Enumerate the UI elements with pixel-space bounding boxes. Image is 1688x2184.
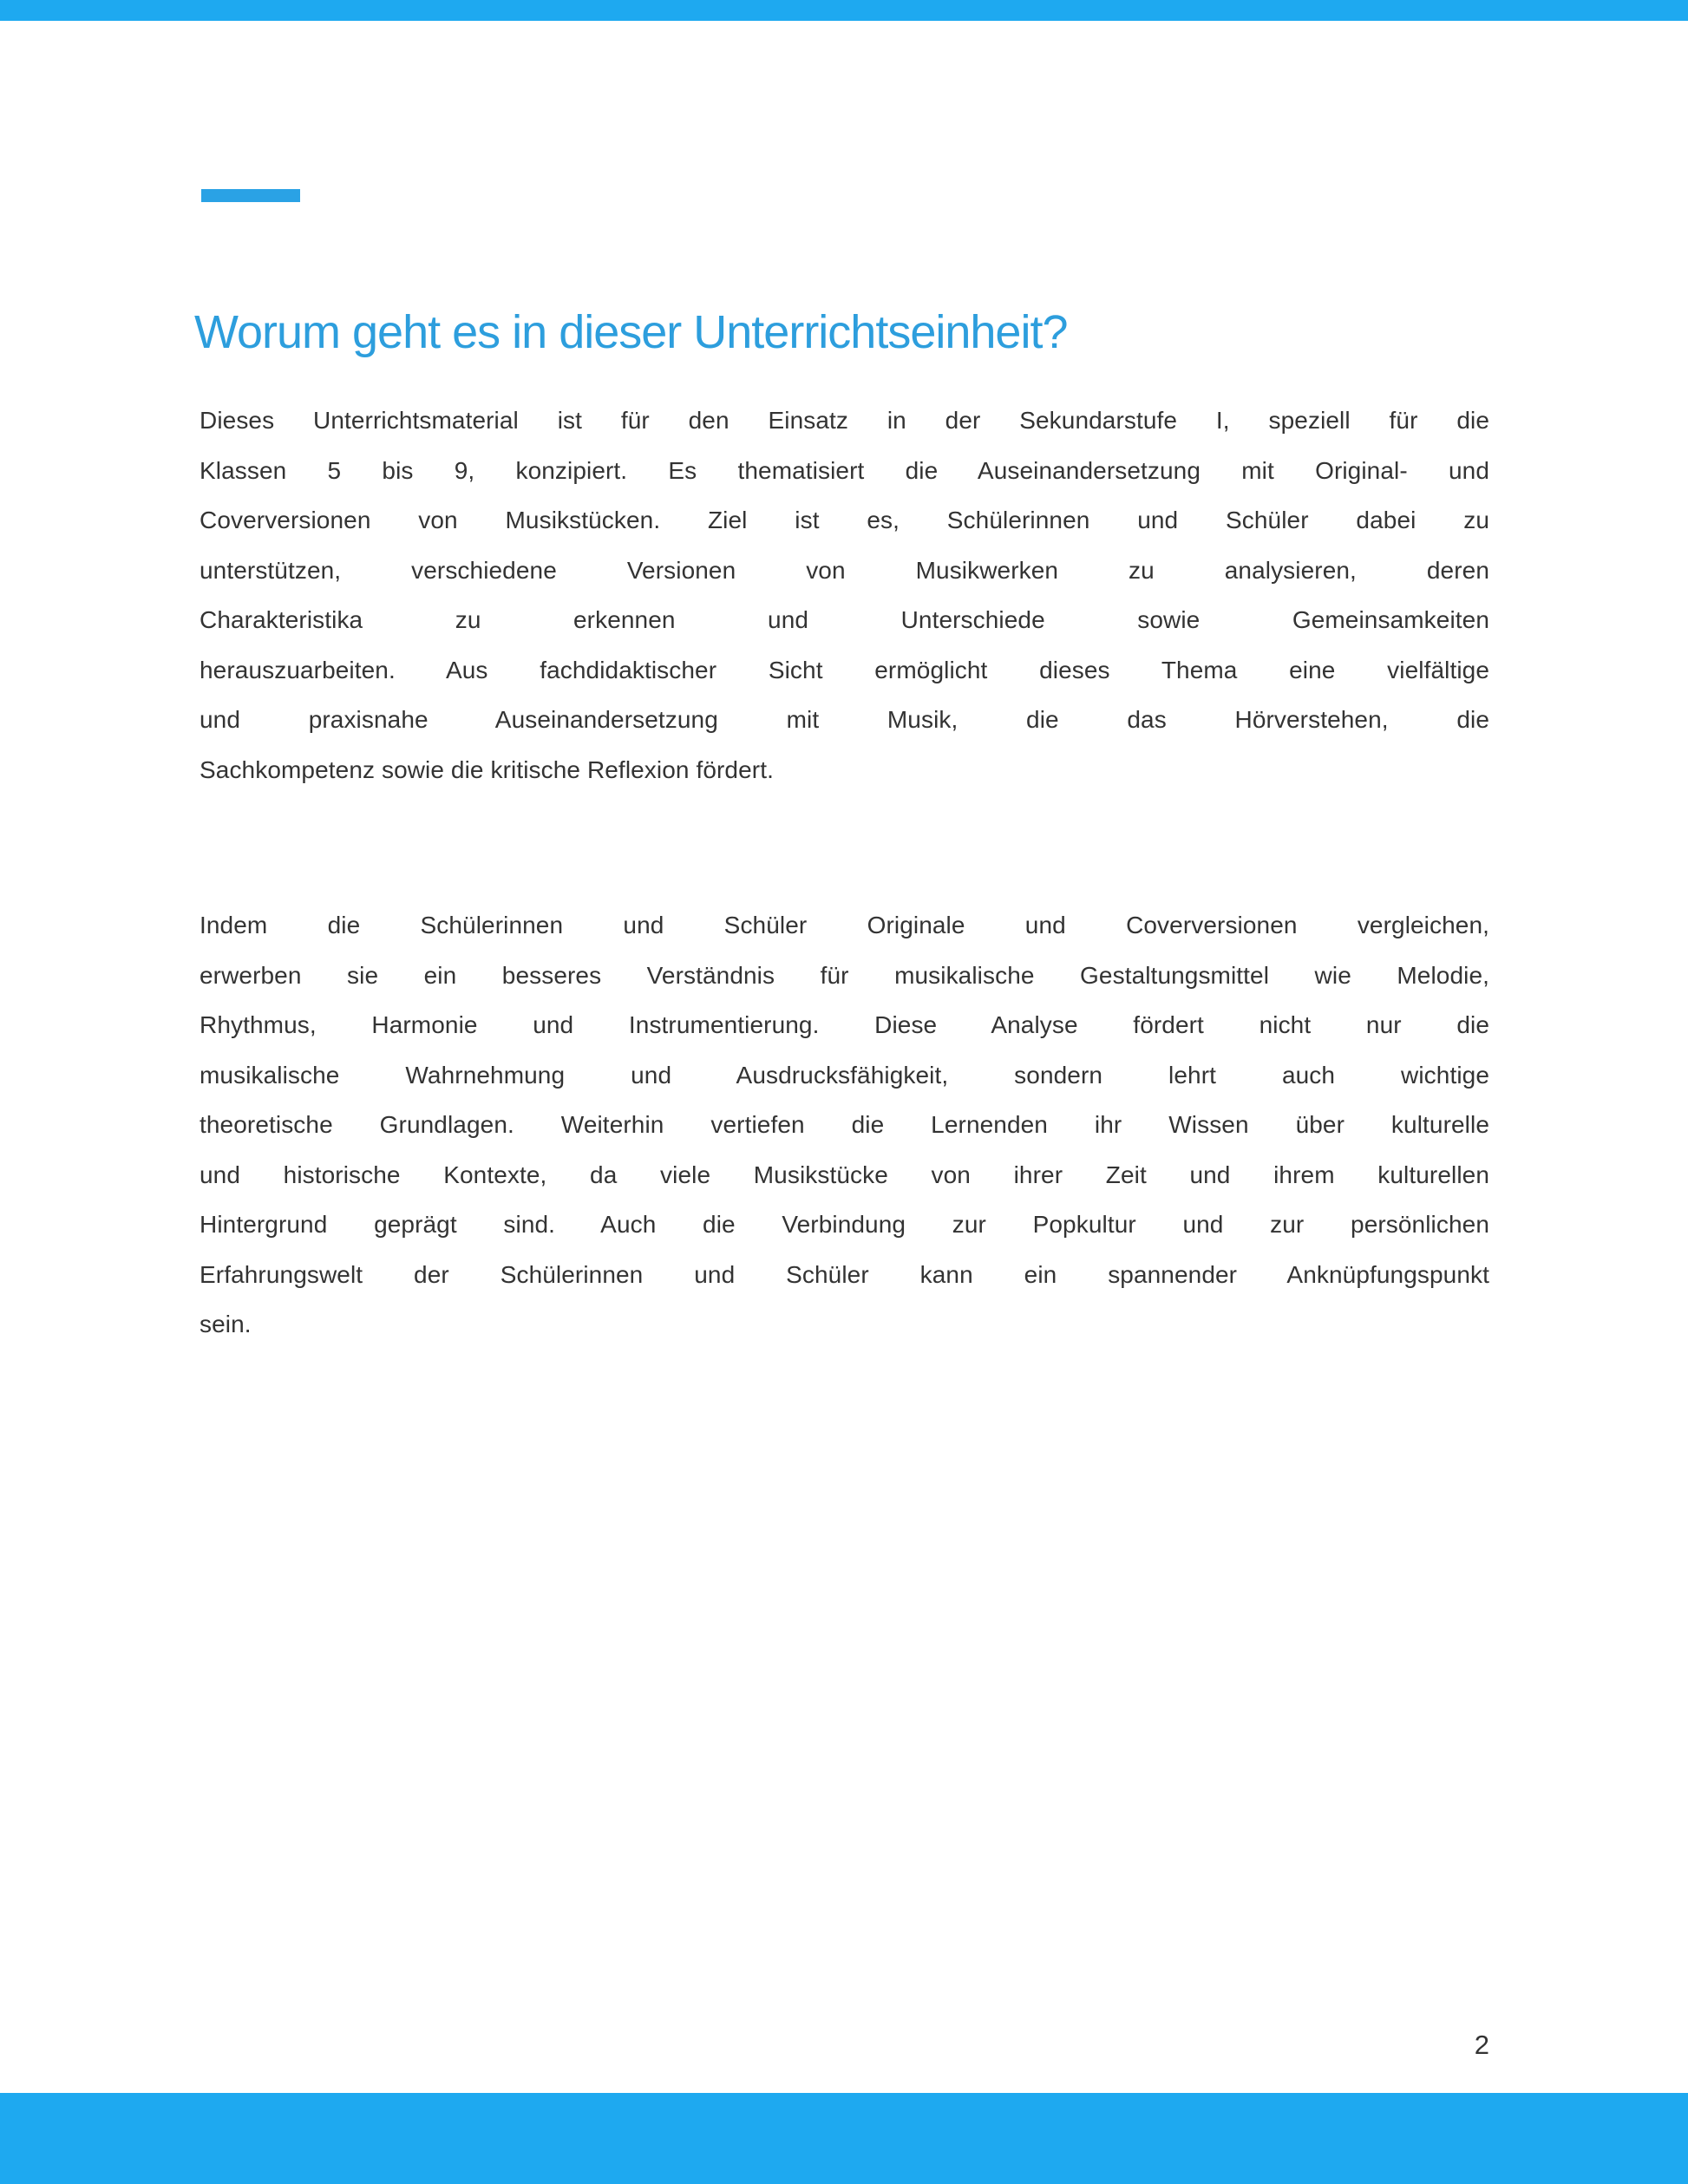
paragraph-line: Dieses Unterrichtsmaterial ist für den Einsatz in der Sekundarstufe I, speziell für die bbox=[200, 407, 1489, 434]
paragraph-line: sein. bbox=[200, 1311, 252, 1337]
paragraph-line: erwerben sie ein besseres Verständnis für musikalische Gestaltungsmittel wie Melodie, bbox=[200, 961, 1489, 989]
paragraph-line: Coverversionen von Musikstücken. Ziel ist es, Schülerinnen und Schüler dabei zu bbox=[200, 507, 1489, 533]
paragraph-didactics bbox=[200, 900, 1489, 1350]
paragraph-line: theoretische Grundlagen. Weiterhin vertiefen die Lernenden ihr Wissen über kulturelle bbox=[200, 1111, 1489, 1138]
header-bar bbox=[0, 0, 1688, 21]
paragraph-line: Rhythmus, Harmonie und Instrumentierung. Diese Analyse fördert nicht nur die bbox=[200, 1011, 1489, 1038]
paragraph-line: Indem die Schülerinnen und Schüler Originale und Coverversionen vergleichen, bbox=[200, 912, 1489, 938]
paragraph-line: herauszuarbeiten. Aus fachdidaktischer Sicht ermöglicht dieses Thema eine vielfältige bbox=[200, 656, 1489, 683]
section-title: Worum geht es in dieser Unterrichtseinheit? bbox=[194, 306, 1068, 358]
section-accent-mark bbox=[201, 189, 300, 202]
paragraph-line: Klassen 5 bis 9, konzipiert. Es thematisiert die Auseinandersetzung mit Original- und bbox=[200, 456, 1489, 484]
paragraph-line: Charakteristika zu erkennen und Unterschiede sowie Gemeinsamkeiten bbox=[200, 606, 1489, 633]
paragraph-line: Hintergrund geprägt sind. Auch die Verbindung zur Popkultur und zur persönlichen bbox=[200, 1211, 1489, 1238]
footer-bar bbox=[0, 2093, 1688, 2184]
paragraph-line: und historische Kontexte, da viele Musikstücke von ihrer Zeit und ihrem kulturellen bbox=[200, 1161, 1489, 1188]
paragraph-line: Sachkompetenz sowie die kritische Reflexion fördert. bbox=[200, 755, 774, 783]
page-number: 2 bbox=[1474, 2030, 1489, 2060]
paragraph-line: Erfahrungswelt der Schülerinnen und Schüler kann ein spannender Anknüpfungspunkt bbox=[200, 1260, 1489, 1288]
paragraph-intro bbox=[200, 396, 1489, 794]
paragraph-line: unterstützen, verschiedene Versionen von Musikwerken zu analysieren, deren bbox=[200, 556, 1489, 584]
paragraph-line: und praxisnahe Auseinandersetzung mit Musik, die das Hörverstehen, die bbox=[200, 706, 1489, 733]
paragraph-line: musikalische Wahrnehmung und Ausdrucksfähigkeit, sondern lehrt auch wichtige bbox=[200, 1061, 1489, 1089]
